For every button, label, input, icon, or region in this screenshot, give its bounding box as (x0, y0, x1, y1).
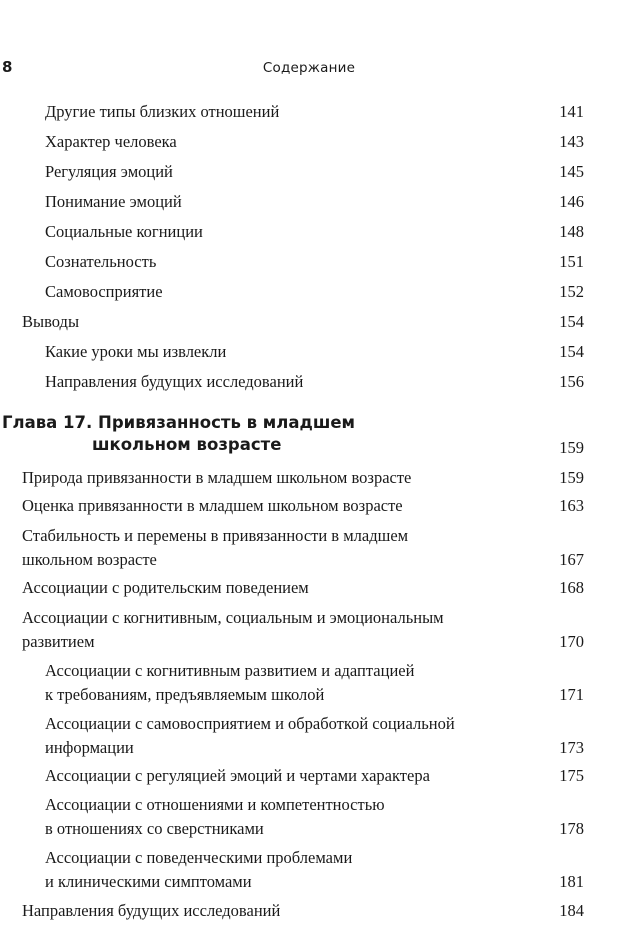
toc-entry: Направления будущих исследований (22, 901, 281, 920)
toc-entry: Понимание эмоций (45, 192, 182, 211)
toc-entry: Ассоциации с когнитивным развитием и адаптацией к требованиям, предъявляемым школой (45, 661, 415, 704)
toc-entry: Регуляция эмоций (45, 162, 173, 181)
page-header (0, 58, 618, 82)
toc-page-number: 145 (559, 162, 584, 181)
toc-page-number: 146 (559, 192, 584, 211)
chapter-title-line2: школьном возрасте (92, 435, 282, 454)
toc-page-number: 159 (559, 468, 584, 487)
toc-page-number: 175 (559, 766, 584, 785)
toc-page-number: 167 (559, 550, 584, 569)
toc-page-number: 163 (559, 496, 584, 515)
toc-page-number: 156 (559, 372, 584, 391)
toc-entry: Оценка привязанности в младшем школьном возрасте (22, 496, 403, 515)
toc-page-number: 141 (559, 102, 584, 121)
toc-entry: Выводы (22, 312, 80, 331)
toc-entry: Ассоциации с когнитивным, социальным и эмоциональным развитием (22, 608, 444, 651)
toc-entry: Ассоциации с регуляцией эмоций и чертами характера (45, 766, 430, 785)
toc-page-number: 154 (559, 342, 584, 361)
toc-page-number: 143 (559, 132, 584, 151)
toc-entry: Ассоциации с родительским поведением (22, 578, 309, 597)
toc-entry: Характер человека (45, 132, 177, 151)
toc-entry: Социальные когниции (45, 222, 203, 241)
toc-page-number: 154 (559, 312, 584, 331)
chapter-title-line1: Глава 17. Привязанность в младшем (2, 413, 356, 432)
toc-entry: Самовосприятие (45, 282, 163, 301)
toc-entry: Ассоциации с отношениями и компетентностью в отношениях со сверстниками (45, 795, 385, 838)
toc-page-number: 159 (559, 438, 584, 457)
toc-page-number: 151 (559, 252, 584, 271)
toc-page-number: 168 (559, 578, 584, 597)
running-title: Содержание (262, 60, 356, 76)
toc-page-number: 178 (559, 819, 584, 838)
toc-entry: Направления будущих исследований (45, 372, 304, 391)
toc-page-number: 184 (559, 901, 584, 920)
toc-page-number: 173 (559, 738, 584, 757)
toc-page-number: 148 (559, 222, 584, 241)
toc-page-number: 181 (559, 872, 584, 891)
toc-entry: Какие уроки мы извлекли (45, 342, 227, 361)
toc-page-number: 171 (559, 685, 584, 704)
toc-entry: Природа привязанности в младшем школьном возрасте (22, 468, 412, 487)
toc-entry: Другие типы близких отношений (45, 102, 280, 121)
page-number: 8 (2, 58, 13, 76)
toc-entry: Ассоциации с поведенческими проблемами и клиническими симптомами (45, 848, 353, 891)
chapter-heading (2, 412, 355, 456)
toc-page-number: 152 (559, 282, 584, 301)
toc-page-number: 170 (559, 632, 584, 651)
toc-entry: Ассоциации с самовосприятием и обработкой социальной информации (45, 714, 455, 757)
toc-entry: Стабильность и перемены в привязанности в младшем школьном возрасте (22, 526, 409, 569)
toc-entry: Сознательность (45, 252, 157, 271)
